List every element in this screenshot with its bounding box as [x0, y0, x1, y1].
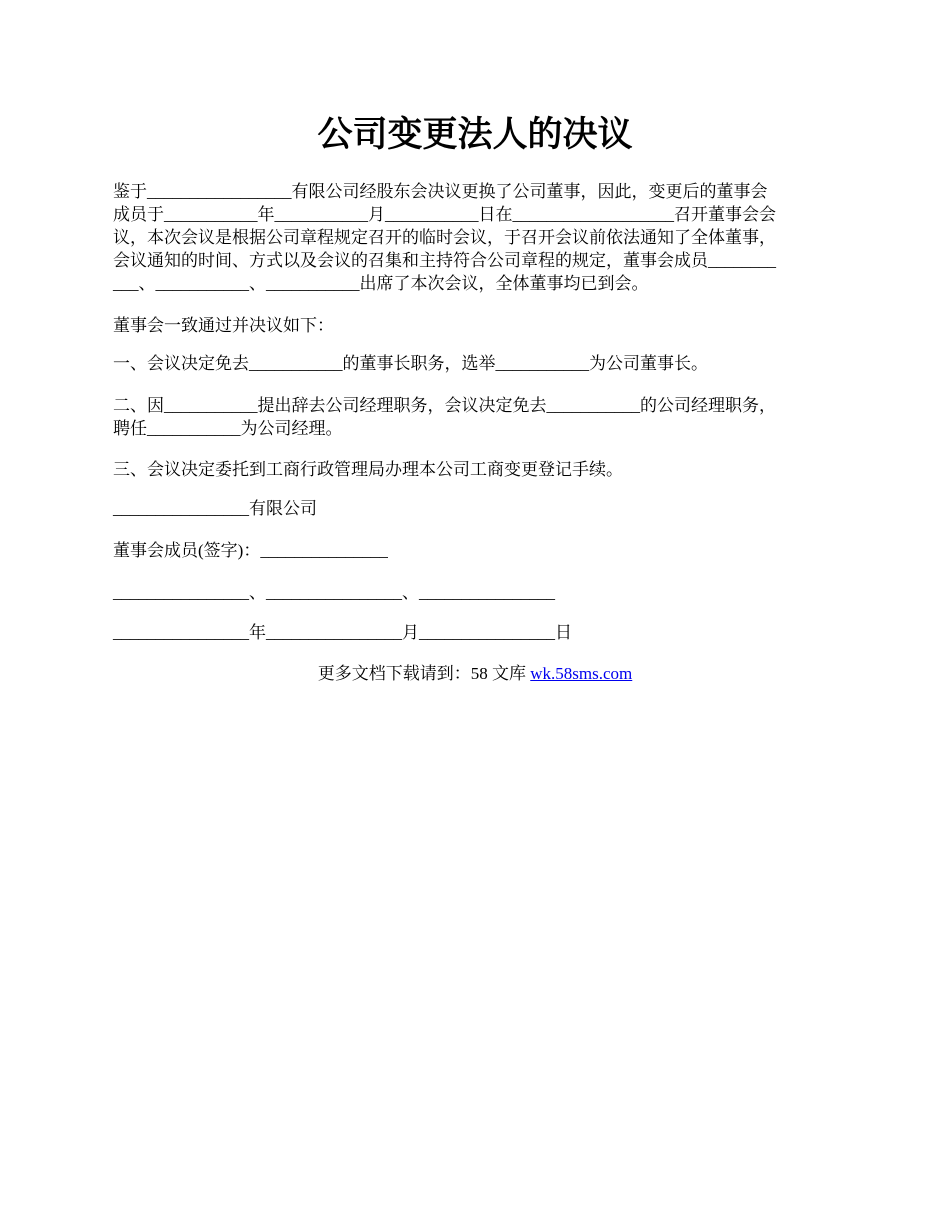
intro-line-3: 议，本次会议是根据公司章程规定召开的临时会议，于召开会议前依法通知了全体董事，	[113, 228, 776, 247]
footer-link[interactable]: wk.58sms.com	[530, 664, 633, 683]
intro-line-5: ___、___________、___________出席了本次会议，全体董事均已到会。	[113, 274, 649, 293]
footer	[0, 662, 950, 685]
company-signature-line: ________________有限公司	[113, 499, 317, 518]
document-title: 公司变更法人的决议	[317, 115, 633, 154]
intro-line-4: 会议通知的时间、方式以及会议的召集和主持符合公司章程的规定，董事会成员________	[113, 251, 776, 270]
board-member-signature-line: 董事会成员(签字)：_______________	[113, 541, 388, 560]
resolution-item-1: 一、会议决定免去___________的董事长职务，选举___________为公司董事长。	[113, 354, 708, 373]
resolution-item-2-line-1: 二、因___________提出辞去公司经理职务，会议决定免去___________的公司经理职务，	[113, 396, 776, 415]
resolution-intro: 董事会一致通过并决议如下：	[113, 316, 334, 335]
intro-line-1: 鉴于_________________有限公司经股东会决议更换了公司董事，因此，变更后的董事会	[113, 182, 768, 201]
member-names-line: ________________、________________、________________	[113, 583, 555, 602]
resolution-item-2-line-2: 聘任___________为公司经理。	[113, 419, 343, 438]
footer-text: 更多文档下载请到：58 文库	[317, 664, 531, 683]
resolution-item-3: 三、会议决定委托到工商行政管理局办理本公司工商变更登记手续。	[113, 460, 623, 479]
intro-line-2: 成员于___________年___________月___________日在___________________召开董事会会	[113, 205, 776, 224]
date-line: ________________年________________月________________日	[113, 623, 572, 642]
